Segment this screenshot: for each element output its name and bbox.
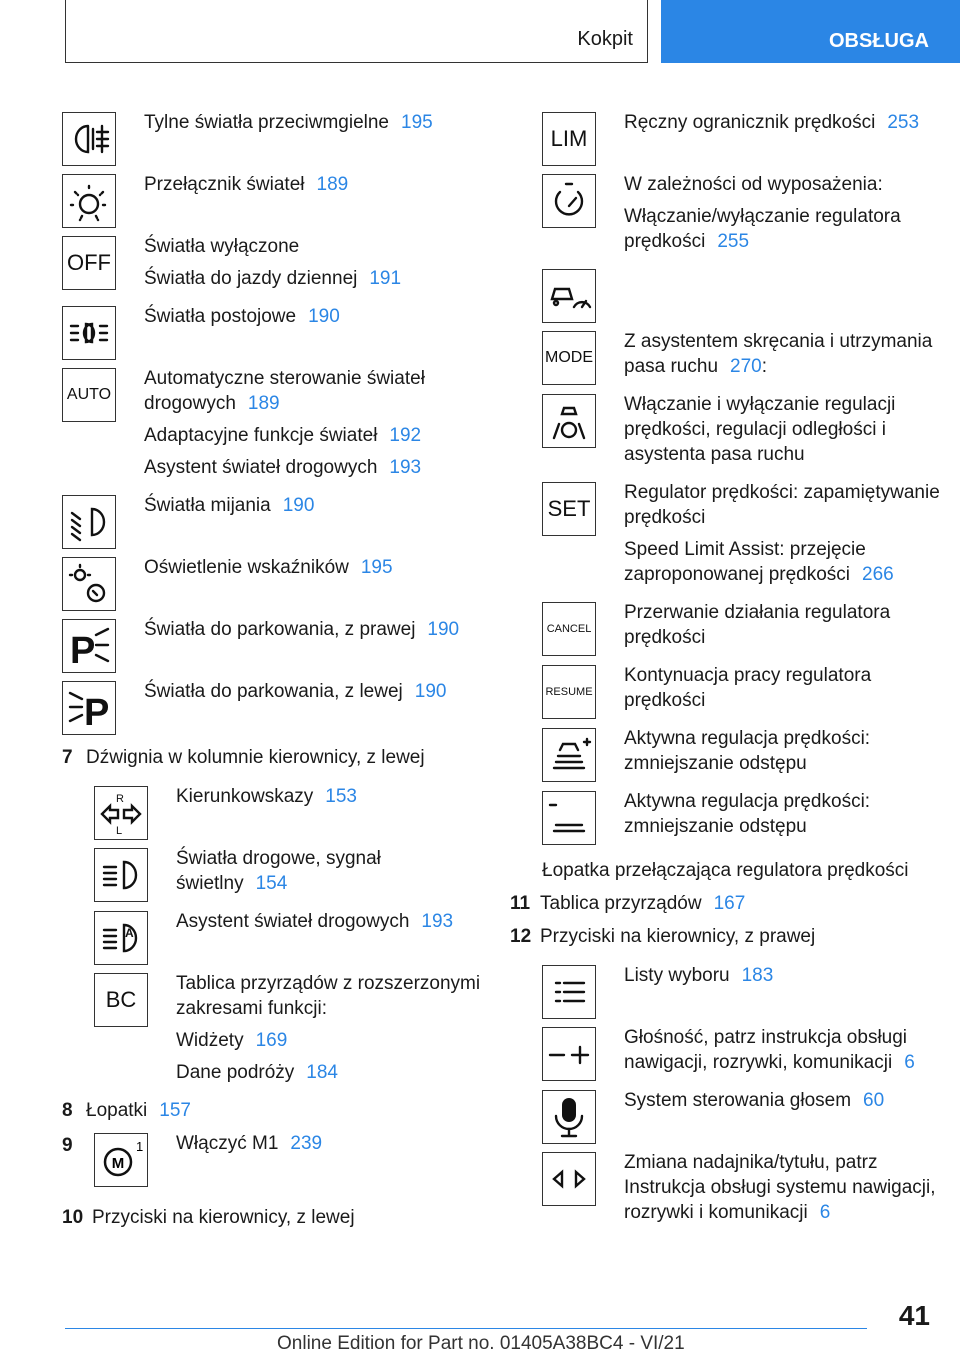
legend-row: [94, 778, 492, 840]
legend-text: Zmiana nadajnika/tytułu, patrz Instrukcja obsługi systemu nawigacji, rozrywki i komunikacji 6: [624, 1152, 936, 1223]
page-link[interactable]: 195: [401, 112, 433, 133]
legend-text: Oświetlenie wskaźników 195: [144, 557, 393, 578]
page-link[interactable]: 192: [389, 425, 422, 446]
legend-text: Z asystentem skręcania i utrzymania pasa ruchu 270:: [624, 331, 933, 377]
legend-row: [542, 1082, 950, 1144]
cancel-icon: CANCEL: [542, 602, 596, 656]
header-tab[interactable]: OBSŁUGA: [661, 0, 960, 63]
rear-fog-light-icon: [62, 112, 116, 166]
legend-row: [542, 261, 950, 323]
legend-text: Listy wyboru 183: [624, 965, 774, 986]
lane-steering-icon: [542, 394, 596, 448]
high-beam-icon: [94, 848, 148, 902]
legend-text: Speed Limit Assist: przejęcie zaproponowanej prędkości 266: [624, 539, 894, 585]
legend-text: Dane podróży 184: [176, 1062, 338, 1083]
turn-signal-icon: [94, 786, 148, 840]
page-link[interactable]: 6: [819, 1202, 831, 1223]
legend-text: Asystent świateł drogowych 193: [144, 457, 422, 478]
bc-icon: BC: [94, 973, 148, 1027]
page-link[interactable]: 193: [421, 911, 454, 932]
legend-row: [542, 474, 950, 594]
legend-row: [62, 104, 492, 166]
page-link[interactable]: 195: [360, 557, 393, 578]
volume-icon: [542, 1027, 596, 1081]
legend-row: [542, 1019, 950, 1082]
item-8: 8 Łopatki 157: [62, 1100, 191, 1121]
page-link[interactable]: 157: [159, 1100, 191, 1121]
car-speed-icon: [542, 269, 596, 323]
legend-text: Głośność, patrz instrukcja obsługi nawigacji, rozrywki, komunikacji 6: [624, 1027, 915, 1073]
svg-text:L: L: [116, 825, 123, 836]
m1-icon: [94, 1133, 148, 1187]
resume-icon: RESUME: [542, 665, 596, 719]
legend-text: Przerwanie działania regulatora prędkości: [624, 602, 891, 648]
parking-left-icon: [62, 681, 116, 735]
svg-text:A: A: [125, 926, 134, 940]
auto-icon: AUTO: [62, 368, 116, 422]
right-column: [510, 104, 950, 1232]
legend-text: Światła do jazdy dziennej 191: [144, 268, 402, 289]
off-icon: OFF: [62, 236, 116, 290]
legend-row: [542, 957, 950, 1019]
header-section-title: Kokpit: [577, 28, 633, 50]
page-link[interactable]: 193: [389, 457, 422, 478]
lim-icon: LIM: [542, 112, 596, 166]
footer-text: Online Edition for Part no. 01405A38BC4 - VI/21: [277, 1333, 685, 1354]
page-link[interactable]: 189: [247, 393, 280, 414]
legend-text: Automatyczne sterowanie świateł drogowych 189: [144, 368, 425, 414]
parking-right-icon: [62, 619, 116, 673]
source-icon: [542, 1152, 596, 1206]
legend-row: [542, 386, 950, 474]
footer-rule: [65, 1328, 867, 1329]
light-switch-icon: [62, 174, 116, 228]
legend-text: Światła drogowe, sygnał świetlny 154: [176, 848, 381, 894]
page-link[interactable]: 270: [730, 356, 762, 377]
legend-row: [542, 166, 950, 261]
legend-row: [542, 783, 950, 846]
legend-row: [542, 720, 950, 783]
left-column: [62, 104, 492, 1238]
legend-text: Aktywna regulacja prędkości: zmniejszanie odstępu: [624, 791, 871, 837]
legend-text: Tablica przyrządów z rozszerzonymi zakresami funkcji:: [176, 973, 481, 1019]
distance-minus-icon: [542, 791, 596, 845]
page-number: 41: [898, 1300, 930, 1331]
legend-text: Adaptacyjne funkcje świateł 192: [144, 425, 422, 446]
legend-text: Tylne światła przeciwmgielne 195: [144, 112, 433, 133]
legend-text: Regulator prędkości: zapamiętywanie prędkości: [624, 482, 940, 528]
legend-text: W zależności od wyposażenia:: [624, 174, 883, 195]
paddle-caption: Łopatka przełączająca regulatora prędkości: [542, 860, 909, 881]
svg-text:1: 1: [136, 1139, 144, 1154]
page-link[interactable]: 184: [306, 1062, 338, 1083]
legend-text: Widżety 169: [176, 1030, 288, 1051]
page-link[interactable]: 60: [863, 1090, 885, 1111]
page-link[interactable]: 154: [255, 873, 288, 894]
legend-text: Kontynuacja pracy regulatora prędkości: [624, 665, 872, 711]
page-link[interactable]: 6: [904, 1052, 915, 1073]
page-link[interactable]: 190: [308, 306, 340, 327]
page-link[interactable]: 190: [282, 495, 315, 516]
legend-row: [542, 1144, 950, 1232]
item-7: 7 Dźwignia w kolumnie kierownicy, z lewej: [62, 747, 425, 768]
mode-icon: MODE: [542, 331, 596, 385]
page-link[interactable]: 266: [862, 564, 894, 585]
parking-lights-icon: [62, 306, 116, 360]
legend-row: [542, 657, 950, 720]
distance-plus-icon: [542, 728, 596, 782]
legend-row: [542, 323, 950, 386]
legend-text: Włączanie/wyłączanie regulatora prędkości 255: [624, 206, 901, 252]
header-box: [65, 0, 648, 63]
legend-text: Światła mijania 190: [144, 495, 315, 516]
legend-row: [62, 228, 492, 298]
legend-row: [94, 903, 492, 965]
legend-text: System sterowania głosem 60: [624, 1090, 885, 1111]
legend-text: Włączanie i wyłączanie regulacji prędkości, regulacji odległości i asystenta pasa ruchu: [624, 394, 896, 465]
item-11: 11 Tablica przyrządów 167: [510, 893, 746, 914]
legend-text: Ręczny ogranicznik prędkości 253: [624, 112, 920, 133]
page-link[interactable]: 167: [713, 893, 746, 914]
legend-text: Przełącznik świateł 189: [144, 174, 349, 195]
legend-row: [94, 965, 492, 1092]
legend-text: Światła do parkowania, z lewej 190: [144, 681, 447, 702]
page-link[interactable]: 189: [316, 174, 349, 195]
legend-row: [62, 360, 492, 487]
legend-text: Światła wyłączone: [144, 236, 300, 257]
instrument-lighting-icon: [62, 557, 116, 611]
page-link[interactable]: 191: [369, 268, 402, 289]
page-link[interactable]: 253: [887, 112, 920, 133]
low-beam-icon: [62, 495, 116, 549]
high-beam-assistant-icon: [94, 911, 148, 965]
microphone-icon: [542, 1090, 596, 1144]
item-10: 10 Przyciski na kierownicy, z lewej: [62, 1207, 355, 1228]
item-12: 12 Przyciski na kierownicy, z prawej: [510, 926, 816, 947]
set-icon: SET: [542, 482, 596, 536]
page-link[interactable]: 255: [717, 231, 750, 252]
cruise-control-icon: [542, 174, 596, 228]
legend-row: [62, 166, 492, 228]
svg-text:P: P: [70, 630, 96, 669]
legend-row: [542, 594, 950, 657]
page-link[interactable]: 190: [414, 681, 447, 702]
legend-row: [62, 549, 492, 611]
legend-text: Kierunkowskazy 153: [176, 786, 357, 807]
svg-text:M: M: [111, 1155, 125, 1172]
legend-row: [62, 673, 492, 735]
svg-text:R: R: [116, 793, 124, 805]
legend-row: [542, 104, 950, 166]
legend-text: Asystent świateł drogowych 193: [176, 911, 454, 932]
page-link[interactable]: 183: [741, 965, 774, 986]
page-link[interactable]: 190: [427, 619, 460, 640]
legend-text: Światła postojowe 190: [144, 306, 340, 327]
legend-row: [62, 487, 492, 549]
legend-row: [94, 840, 492, 903]
legend-text: Światła do parkowania, z prawej 190: [144, 619, 460, 640]
legend-row: [62, 298, 492, 360]
list-icon: [542, 965, 596, 1019]
page-link[interactable]: 153: [325, 786, 357, 807]
legend-text: Aktywna regulacja prędkości: zmniejszanie odstępu: [624, 728, 871, 774]
page-link[interactable]: 239: [290, 1133, 323, 1154]
item-9: 9 M 1 Włączyć M1 239: [62, 1125, 492, 1187]
page-link[interactable]: 169: [255, 1030, 288, 1051]
svg-text:P: P: [84, 692, 110, 731]
legend-row: [62, 611, 492, 673]
